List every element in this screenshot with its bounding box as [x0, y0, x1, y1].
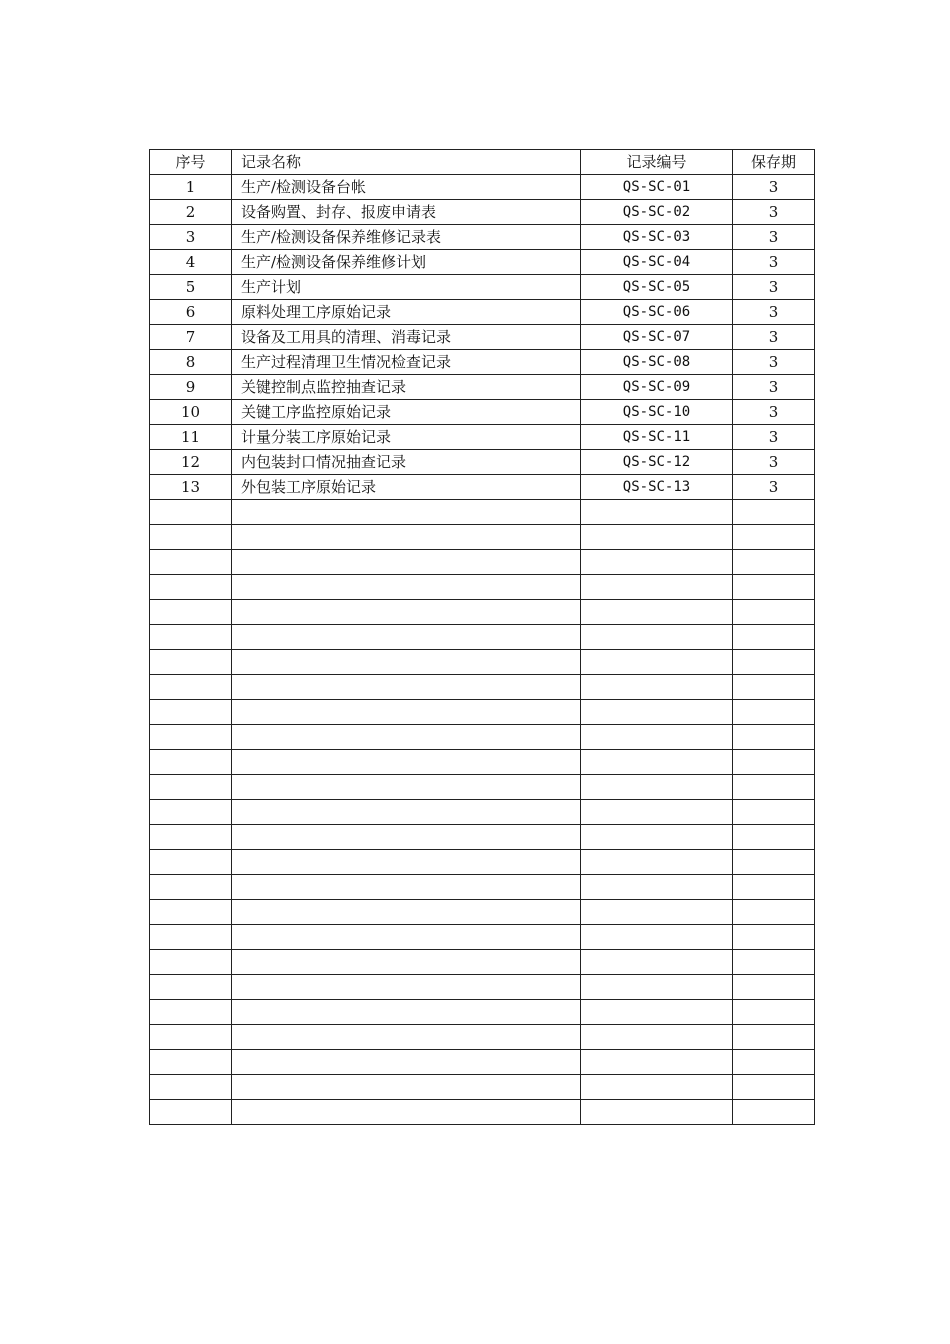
cell-no: 8 — [150, 350, 232, 375]
empty-cell-keep — [733, 725, 815, 750]
cell-code: QS-SC-05 — [581, 275, 733, 300]
empty-cell-name — [232, 625, 581, 650]
empty-table-row — [150, 525, 815, 550]
cell-name: 生产/检测设备台帐 — [232, 175, 581, 200]
table-row — [150, 300, 815, 325]
cell-keep: 3 — [733, 250, 815, 275]
empty-table-row — [150, 1050, 815, 1075]
empty-cell-keep — [733, 800, 815, 825]
empty-table-row — [150, 1000, 815, 1025]
cell-code: QS-SC-01 — [581, 175, 733, 200]
empty-cell-code — [581, 650, 733, 675]
empty-cell-no — [150, 1050, 232, 1075]
empty-table-row — [150, 900, 815, 925]
cell-name: 内包装封口情况抽查记录 — [232, 450, 581, 475]
cell-keep: 3 — [733, 200, 815, 225]
table-row — [150, 425, 815, 450]
cell-keep: 3 — [733, 475, 815, 500]
cell-name: 生产/检测设备保养维修计划 — [232, 250, 581, 275]
empty-cell-keep — [733, 600, 815, 625]
table-row — [150, 375, 815, 400]
empty-cell-keep — [733, 675, 815, 700]
empty-cell-no — [150, 550, 232, 575]
empty-cell-code — [581, 975, 733, 1000]
empty-cell-code — [581, 725, 733, 750]
empty-cell-keep — [733, 1100, 815, 1125]
cell-keep: 3 — [733, 400, 815, 425]
empty-cell-name — [232, 550, 581, 575]
empty-cell-no — [150, 1025, 232, 1050]
empty-cell-code — [581, 775, 733, 800]
cell-no: 12 — [150, 450, 232, 475]
empty-cell-name — [232, 1000, 581, 1025]
empty-cell-name — [232, 925, 581, 950]
cell-name: 外包装工序原始记录 — [232, 475, 581, 500]
empty-cell-name — [232, 750, 581, 775]
empty-cell-code — [581, 1000, 733, 1025]
empty-table-row — [150, 925, 815, 950]
empty-cell-keep — [733, 525, 815, 550]
cell-code: QS-SC-07 — [581, 325, 733, 350]
empty-cell-code — [581, 525, 733, 550]
empty-cell-keep — [733, 950, 815, 975]
empty-cell-name — [232, 775, 581, 800]
empty-cell-no — [150, 1100, 232, 1125]
cell-keep: 3 — [733, 350, 815, 375]
header-name: 记录名称 — [232, 150, 581, 175]
cell-no: 10 — [150, 400, 232, 425]
cell-keep: 3 — [733, 225, 815, 250]
empty-table-row — [150, 600, 815, 625]
empty-cell-no — [150, 1000, 232, 1025]
cell-no: 7 — [150, 325, 232, 350]
header-keep: 保存期 — [733, 150, 815, 175]
empty-cell-keep — [733, 925, 815, 950]
table-row — [150, 350, 815, 375]
empty-cell-keep — [733, 875, 815, 900]
empty-cell-no — [150, 950, 232, 975]
empty-cell-keep — [733, 575, 815, 600]
empty-cell-keep — [733, 825, 815, 850]
cell-name: 原料处理工序原始记录 — [232, 300, 581, 325]
empty-cell-name — [232, 675, 581, 700]
empty-cell-no — [150, 500, 232, 525]
table-body — [150, 175, 815, 1125]
empty-cell-name — [232, 1025, 581, 1050]
table-row — [150, 400, 815, 425]
empty-cell-code — [581, 850, 733, 875]
empty-cell-keep — [733, 550, 815, 575]
cell-no: 13 — [150, 475, 232, 500]
empty-cell-code — [581, 700, 733, 725]
cell-keep: 3 — [733, 450, 815, 475]
cell-code: QS-SC-03 — [581, 225, 733, 250]
cell-name: 生产过程清理卫生情况检查记录 — [232, 350, 581, 375]
empty-cell-no — [150, 800, 232, 825]
empty-cell-keep — [733, 900, 815, 925]
empty-cell-name — [232, 700, 581, 725]
empty-cell-keep — [733, 750, 815, 775]
empty-cell-keep — [733, 1025, 815, 1050]
table-row — [150, 450, 815, 475]
empty-cell-keep — [733, 975, 815, 1000]
header-no: 序号 — [150, 150, 232, 175]
empty-table-row — [150, 800, 815, 825]
empty-cell-name — [232, 1050, 581, 1075]
empty-table-row — [150, 500, 815, 525]
cell-code: QS-SC-02 — [581, 200, 733, 225]
empty-cell-no — [150, 700, 232, 725]
cell-keep: 3 — [733, 275, 815, 300]
cell-code: QS-SC-10 — [581, 400, 733, 425]
empty-table-row — [150, 650, 815, 675]
empty-cell-code — [581, 950, 733, 975]
table-row — [150, 225, 815, 250]
empty-cell-no — [150, 575, 232, 600]
cell-code: QS-SC-13 — [581, 475, 733, 500]
empty-cell-name — [232, 500, 581, 525]
empty-cell-code — [581, 825, 733, 850]
empty-cell-name — [232, 525, 581, 550]
cell-code: QS-SC-11 — [581, 425, 733, 450]
empty-table-row — [150, 750, 815, 775]
empty-cell-no — [150, 1075, 232, 1100]
empty-cell-keep — [733, 625, 815, 650]
empty-cell-no — [150, 650, 232, 675]
empty-table-row — [150, 675, 815, 700]
empty-cell-code — [581, 625, 733, 650]
table-row — [150, 175, 815, 200]
empty-cell-no — [150, 600, 232, 625]
empty-cell-name — [232, 575, 581, 600]
empty-table-row — [150, 625, 815, 650]
empty-table-row — [150, 850, 815, 875]
cell-keep: 3 — [733, 300, 815, 325]
cell-no: 3 — [150, 225, 232, 250]
empty-cell-code — [581, 800, 733, 825]
cell-keep: 3 — [733, 325, 815, 350]
cell-name: 关键工序监控原始记录 — [232, 400, 581, 425]
empty-cell-no — [150, 725, 232, 750]
cell-code: QS-SC-09 — [581, 375, 733, 400]
empty-table-row — [150, 775, 815, 800]
cell-code: QS-SC-04 — [581, 250, 733, 275]
cell-name: 设备购置、封存、报废申请表 — [232, 200, 581, 225]
empty-cell-name — [232, 1100, 581, 1125]
cell-no: 2 — [150, 200, 232, 225]
empty-cell-code — [581, 550, 733, 575]
empty-cell-code — [581, 1100, 733, 1125]
empty-cell-code — [581, 1075, 733, 1100]
cell-name: 关键控制点监控抽查记录 — [232, 375, 581, 400]
empty-table-row — [150, 725, 815, 750]
empty-cell-no — [150, 625, 232, 650]
empty-cell-name — [232, 850, 581, 875]
empty-cell-no — [150, 825, 232, 850]
empty-cell-name — [232, 975, 581, 1000]
cell-name: 生产/检测设备保养维修记录表 — [232, 225, 581, 250]
empty-table-row — [150, 875, 815, 900]
records-table — [149, 149, 815, 1125]
cell-no: 1 — [150, 175, 232, 200]
empty-cell-name — [232, 900, 581, 925]
empty-cell-keep — [733, 775, 815, 800]
empty-cell-code — [581, 600, 733, 625]
empty-cell-keep — [733, 1000, 815, 1025]
cell-no: 5 — [150, 275, 232, 300]
empty-table-row — [150, 550, 815, 575]
cell-code: QS-SC-08 — [581, 350, 733, 375]
empty-cell-keep — [733, 1050, 815, 1075]
cell-keep: 3 — [733, 175, 815, 200]
empty-cell-code — [581, 875, 733, 900]
empty-cell-code — [581, 1050, 733, 1075]
empty-cell-no — [150, 675, 232, 700]
empty-table-row — [150, 975, 815, 1000]
cell-no: 6 — [150, 300, 232, 325]
empty-cell-keep — [733, 1075, 815, 1100]
empty-cell-no — [150, 775, 232, 800]
cell-keep: 3 — [733, 375, 815, 400]
table-row — [150, 275, 815, 300]
empty-table-row — [150, 1075, 815, 1100]
empty-cell-code — [581, 500, 733, 525]
empty-table-row — [150, 575, 815, 600]
cell-no: 4 — [150, 250, 232, 275]
empty-cell-no — [150, 925, 232, 950]
table-row — [150, 250, 815, 275]
empty-cell-name — [232, 825, 581, 850]
empty-cell-no — [150, 850, 232, 875]
empty-table-row — [150, 1100, 815, 1125]
empty-cell-name — [232, 725, 581, 750]
empty-cell-no — [150, 525, 232, 550]
empty-cell-code — [581, 750, 733, 775]
empty-cell-name — [232, 950, 581, 975]
empty-cell-code — [581, 675, 733, 700]
empty-cell-name — [232, 650, 581, 675]
table-row — [150, 475, 815, 500]
empty-table-row — [150, 950, 815, 975]
table-header-row — [150, 150, 815, 175]
cell-keep: 3 — [733, 425, 815, 450]
empty-cell-code — [581, 925, 733, 950]
empty-cell-name — [232, 800, 581, 825]
header-code: 记录编号 — [581, 150, 733, 175]
empty-table-row — [150, 825, 815, 850]
empty-cell-code — [581, 900, 733, 925]
empty-cell-no — [150, 875, 232, 900]
empty-cell-keep — [733, 850, 815, 875]
empty-cell-code — [581, 575, 733, 600]
table-row — [150, 200, 815, 225]
cell-name: 计量分装工序原始记录 — [232, 425, 581, 450]
cell-name: 生产计划 — [232, 275, 581, 300]
empty-cell-keep — [733, 500, 815, 525]
table-row — [150, 325, 815, 350]
empty-cell-no — [150, 750, 232, 775]
cell-name: 设备及工用具的清理、消毒记录 — [232, 325, 581, 350]
cell-no: 11 — [150, 425, 232, 450]
empty-cell-code — [581, 1025, 733, 1050]
empty-table-row — [150, 700, 815, 725]
empty-cell-keep — [733, 700, 815, 725]
empty-cell-name — [232, 875, 581, 900]
empty-table-row — [150, 1025, 815, 1050]
cell-code: QS-SC-06 — [581, 300, 733, 325]
empty-cell-keep — [733, 650, 815, 675]
empty-cell-name — [232, 1075, 581, 1100]
empty-cell-no — [150, 975, 232, 1000]
cell-no: 9 — [150, 375, 232, 400]
empty-cell-no — [150, 900, 232, 925]
empty-cell-name — [232, 600, 581, 625]
cell-code: QS-SC-12 — [581, 450, 733, 475]
